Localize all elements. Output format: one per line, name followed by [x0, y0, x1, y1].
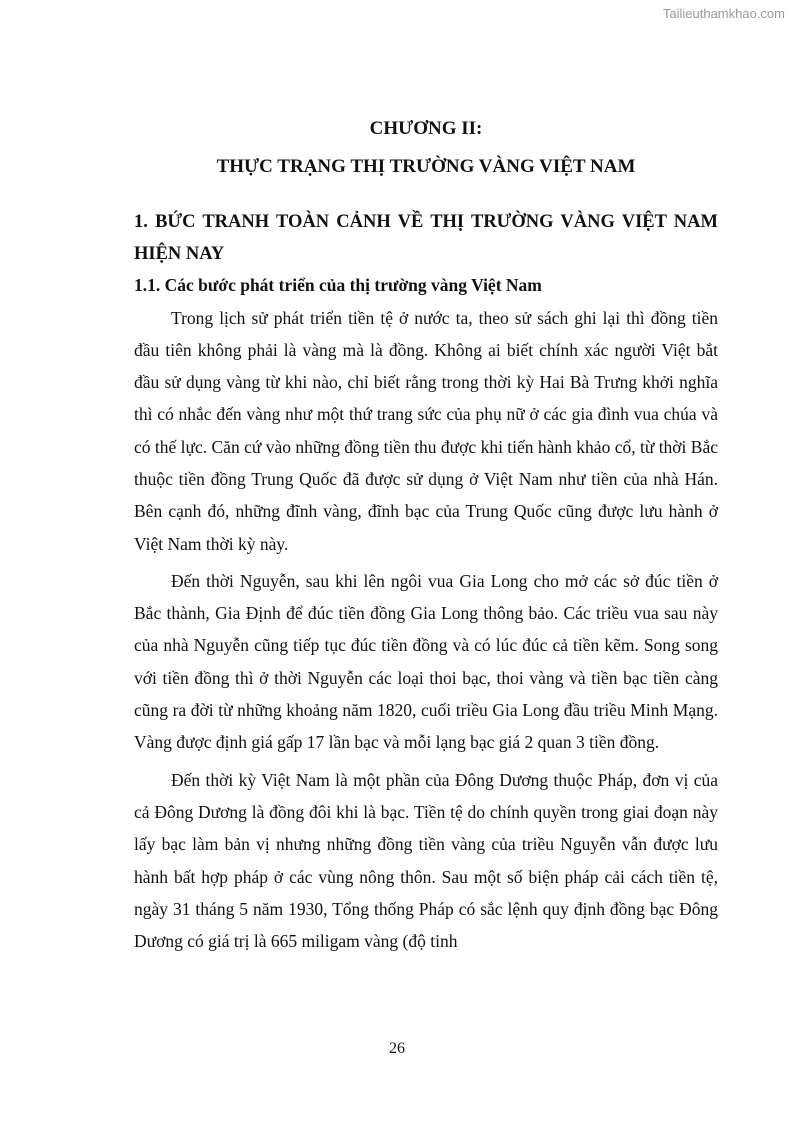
section-heading: 1. BỨC TRANH TOÀN CẢNH VỀ THỊ TRƯỜNG VÀNG VIỆT NAM HIỆN NAY [134, 212, 718, 264]
paragraph: Đến thời Nguyễn, sau khi lên ngôi vua Gia Long cho mở các sở đúc tiền ở Bắc thành, Gia Định để đúc tiền đồng Gia Long thông bảo. Các triều vua sau này của nhà Nguyễn cũng tiếp tục đúc tiền đồng và có lúc đúc cả tiền kẽm. Song song với tiền đồng thì ở thời Nguyễn các loại thoi bạc, thoi vàng và tiền bạc tiền càng cũng ra đời từ những khoảng năm 1820, cuối triều Gia Long đầu triều Minh Mạng. Vàng được định giá gấp 17 lần bạc và mỗi lạng bạc giá 2 quan 3 tiền đồng. [134, 570, 718, 753]
watermark: Tailieuthamkhao.com [662, 6, 785, 21]
document-body [134, 110, 718, 962]
subsection-heading: 1.1. Các bước phát triển của thị trường vàng Việt Nam [134, 275, 542, 295]
paragraph: Đến thời kỳ Việt Nam là một phần của Đông Dương thuộc Pháp, đơn vị của cả Đông Dương là đồng đôi khi là bạc. Tiền tệ do chính quyền trong giai đoạn này lấy bạc làm bản vị nhưng những đồng tiền vàng của triều Nguyễn vẫn được lưu hành bất hợp pháp ở các vùng nông thôn. Sau một số biện pháp cải cách tiền tệ, ngày 31 tháng 5 năm 1930, Tổng thống Pháp có sắc lệnh quy định đồng bạc Đông Dương có giá trị là 665 miligam vàng (độ tinh [134, 769, 718, 952]
paragraph: Trong lịch sử phát triển tiền tệ ở nước ta, theo sử sách ghi lại thì đồng tiền đầu tiên không phải là vàng mà là đồng. Không ai biết chính xác người Việt bắt đầu sử dụng vàng từ khi nào, chỉ biết rằng trong thời kỳ Hai Bà Trưng khởi nghĩa thì có nhắc đến vàng như một thứ trang sức của phụ nữ ở các gia đình vua chúa và có thế lực. Căn cứ vào những đồng tiền thu được khi tiến hành khảo cổ, từ thời Bắc thuộc tiền đồng Trung Quốc đã được sử dụng ở Việt Nam như tiền của nhà Hán. Bên cạnh đó, những đĩnh vàng, đĩnh bạc của Trung Quốc cũng được lưu hành ở Việt Nam thời kỳ này. [134, 307, 719, 554]
page-number: 26 [389, 1040, 405, 1057]
chapter-heading [134, 110, 718, 185]
chapter-label: CHƯƠNG II: [369, 118, 483, 139]
chapter-title: THỰC TRẠNG THỊ TRƯỜNG VÀNG VIỆT NAM [216, 156, 636, 177]
